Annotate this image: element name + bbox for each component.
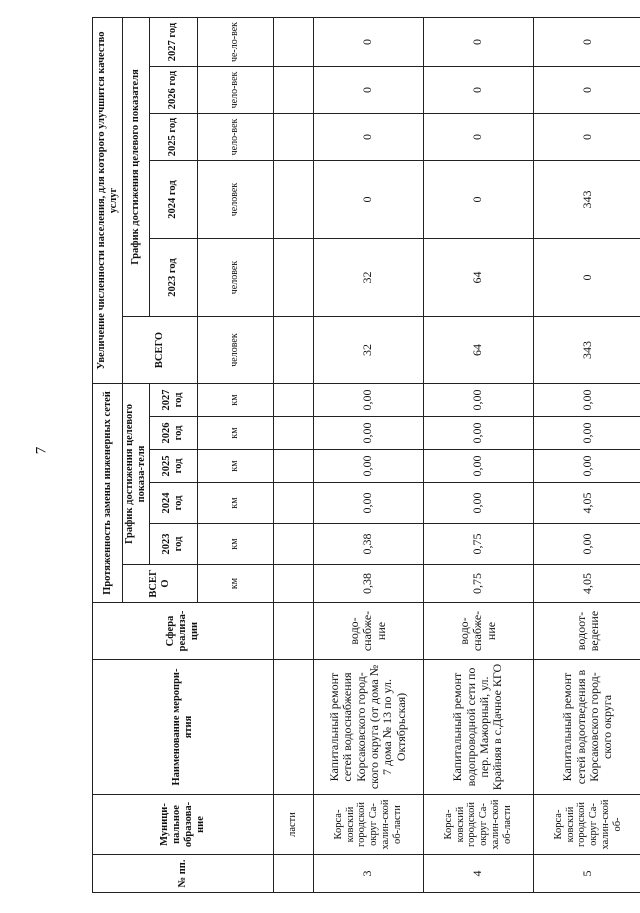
table-row: [423, 18, 533, 893]
header-event-name: Наименование меропри-ятия: [93, 660, 274, 795]
row-municipality: Корса-ковский городской округ Са-халин-ской об-: [533, 795, 640, 855]
row-km-2026: 0,00: [423, 417, 533, 450]
row-km-total: 0,75: [423, 565, 533, 603]
header-row-1: [93, 18, 123, 893]
header-pop-2027: 2027 год: [149, 18, 197, 67]
header-km-2026: 2026 год: [149, 417, 197, 450]
rotated-table-container: [92, 18, 640, 893]
row-num: 5: [533, 855, 640, 893]
header-km-2025: 2025 год: [149, 450, 197, 483]
row-pop-2026: 0: [313, 67, 423, 114]
row-pop-total: 32: [313, 317, 423, 384]
row-pop-total: 343: [533, 317, 640, 384]
row-km-2027: 0,00: [533, 384, 640, 417]
header-pipes-group: Протяженность замены инженерных сетей: [93, 384, 123, 603]
header-km-total: ВСЕГ О: [123, 565, 198, 603]
continued-sphere: [273, 603, 313, 660]
row-event: Капитальный ремонт сетей водоснабжения Корсаковского город-ского округа (от дома № 7 дома № 13 по ул. Октябрьская): [313, 660, 423, 795]
unit-km-2025: км: [197, 450, 273, 483]
row-pop-2023: 64: [423, 239, 533, 317]
row-km-2025: 0,00: [423, 450, 533, 483]
row-pop-total: 64: [423, 317, 533, 384]
row-km-2026: 0,00: [313, 417, 423, 450]
header-pop-total: ВСЕГО: [123, 317, 198, 384]
row-num: 4: [423, 855, 533, 893]
data-table: [92, 17, 640, 893]
row-km-2027: 0,00: [313, 384, 423, 417]
continued-num: [273, 855, 313, 893]
row-municipality: Корса-ковский городской округ Са-халин-ской об-ласти: [313, 795, 423, 855]
row-event: Капитальный ремонт сетей водоотведения в Корсаковского город-ского округа: [533, 660, 640, 795]
unit-pop-2026: чело-век: [197, 67, 273, 114]
row-pop-2025: 0: [313, 114, 423, 161]
row-km-2024: 0,00: [313, 483, 423, 524]
header-municipality: Муници-пальное образова-ние: [93, 795, 274, 855]
row-pop-2027: 0: [533, 18, 640, 67]
row-km-2026: 0,00: [533, 417, 640, 450]
unit-pop-2023: человек: [197, 239, 273, 317]
unit-pop-total: человек: [197, 317, 273, 384]
header-pop-2025: 2025 год: [149, 114, 197, 161]
page-number: 7: [33, 446, 50, 455]
header-pop-2023: 2023 год: [149, 239, 197, 317]
row-km-2024: 4,05: [533, 483, 640, 524]
continued-event: [273, 660, 313, 795]
row-pop-2026: 0: [533, 67, 640, 114]
row-pop-2026: 0: [423, 67, 533, 114]
row-km-2024: 0,00: [423, 483, 533, 524]
row-num: 3: [313, 855, 423, 893]
header-sphere: Сфера реализа-ции: [93, 603, 274, 660]
row-pop-2024: 343: [533, 161, 640, 239]
header-km-2027: 2027 год: [149, 384, 197, 417]
unit-km-total: км: [197, 565, 273, 603]
header-schedule-pipes: График достижения целевого показа-теля: [123, 384, 150, 565]
unit-km-2024: км: [197, 483, 273, 524]
row-pop-2024: 0: [313, 161, 423, 239]
row-pop-2023: 32: [313, 239, 423, 317]
row-km-2023: 0,75: [423, 524, 533, 565]
table-row: [313, 18, 423, 893]
header-pop-2026: 2026 год: [149, 67, 197, 114]
header-km-2024: 2024 год: [149, 483, 197, 524]
row-km-total: 0,38: [313, 565, 423, 603]
row-km-2025: 0,00: [313, 450, 423, 483]
header-pop-2024: 2024 год: [149, 161, 197, 239]
row-pop-2025: 0: [533, 114, 640, 161]
unit-km-2027: км: [197, 384, 273, 417]
row-pop-2027: 0: [313, 18, 423, 67]
header-num: № пп.: [93, 855, 274, 893]
row-pop-2027: 0: [423, 18, 533, 67]
row-km-2025: 0,00: [533, 450, 640, 483]
row-pop-2023: 0: [533, 239, 640, 317]
row-event: Капитальный ремонт водопроводной сети по пер. Мажорный, ул. Крайняя в с.Дачное КГО: [423, 660, 533, 795]
row-km-2027: 0,00: [423, 384, 533, 417]
row-sphere: водо-снабже-ние: [313, 603, 423, 660]
continued-row: [273, 18, 313, 893]
header-population-group: Увеличение численности населения, для которого улучшится качество услуг: [93, 18, 123, 384]
row-km-2023: 0,38: [313, 524, 423, 565]
row-km-total: 4,05: [533, 565, 640, 603]
row-pop-2025: 0: [423, 114, 533, 161]
row-pop-2024: 0: [423, 161, 533, 239]
header-km-2023: 2023 год: [149, 524, 197, 565]
row-sphere: водоот-ведение: [533, 603, 640, 660]
header-schedule-population: График достижения целевого показателя: [123, 18, 150, 317]
unit-pop-2024: человек: [197, 161, 273, 239]
unit-pop-2025: чело-век: [197, 114, 273, 161]
table-row: [533, 18, 640, 893]
row-sphere: водо-снабже-ние: [423, 603, 533, 660]
continued-municipality: ласти: [273, 795, 313, 855]
unit-km-2023: км: [197, 524, 273, 565]
row-municipality: Корса-ковский городской округ Са-халин-ской об-ласти: [423, 795, 533, 855]
unit-pop-2027: че-ло-век: [197, 18, 273, 67]
row-km-2023: 0,00: [533, 524, 640, 565]
unit-km-2026: км: [197, 417, 273, 450]
